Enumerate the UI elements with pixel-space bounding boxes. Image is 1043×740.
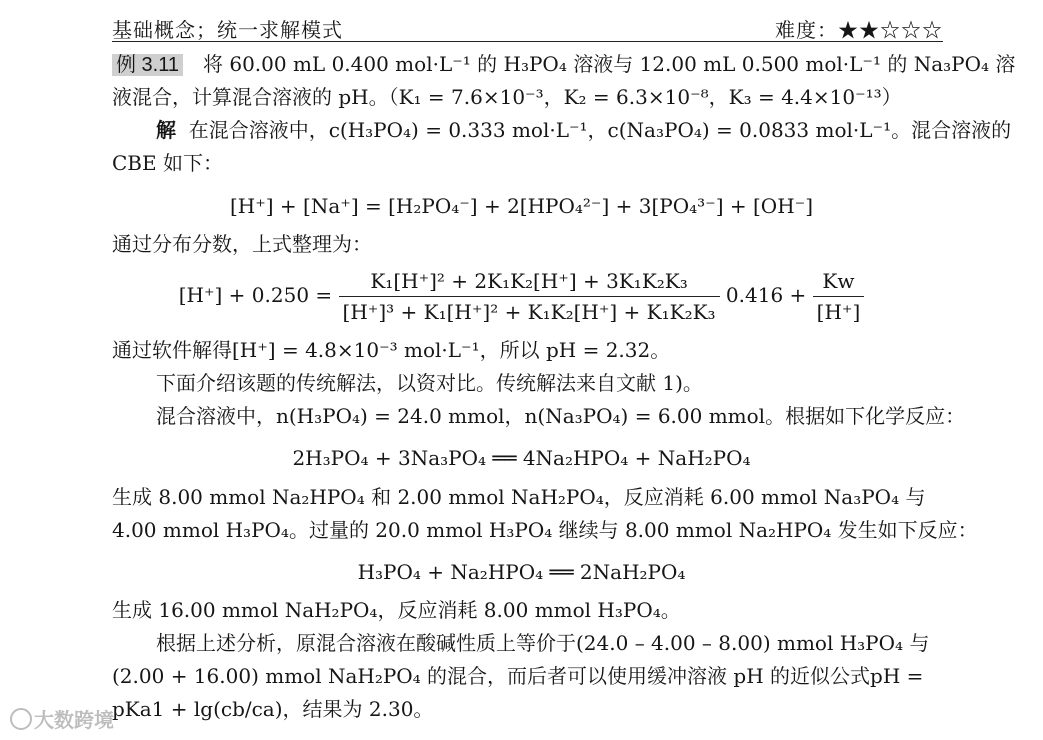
eq-numerator: K₁[H⁺]² + 2K₁K₂[H⁺] + 3K₁K₂K₃	[370, 269, 688, 293]
example-label: 例 3.11	[112, 54, 183, 76]
solution-line-2: CBE 如下：	[112, 151, 223, 175]
eq-kw-numerator: Kw	[822, 269, 855, 293]
cbe-equation: [H⁺] + [Na⁺] = [H₂PO₄⁻] + 2[HPO₄²⁻] + 3[PO₄³⁻] + [OH⁻]	[229, 194, 814, 218]
traditional-line-7: pKa1 + lg(cb/ca)，结果为 2.30。	[112, 697, 434, 721]
solution-line-4: 通过软件解得[H⁺] = 4.8×10⁻³ mol·L⁻¹，所以 pH = 2.32。	[112, 338, 671, 362]
eq-main-fraction	[339, 266, 720, 327]
example-line-2: 液混合，计算混合溶液的 pH。（K₁ = 7.6×10⁻³，K₂ = 6.3×10⁻⁸，K₃ = 4.4×10⁻¹³）	[112, 85, 902, 109]
traditional-intro: 下面介绍该题的传统解法，以资对比。传统解法来自文献 1)。	[156, 371, 703, 395]
example-text-1: 将 60.00 mL 0.400 mol·L⁻¹ 的 H₃PO₄ 溶液与 12.00 mL 0.500 mol·L⁻¹ 的 Na₃PO₄ 溶	[203, 52, 1016, 76]
header-rule	[112, 41, 943, 42]
distribution-equation	[0, 264, 1043, 327]
traditional-line-4: 生成 16.00 mmol NaH₂PO₄，反应消耗 8.00 mmol H₃PO₄。	[112, 598, 681, 622]
eq-left: [H⁺] + 0.250 =	[178, 283, 333, 307]
header-topic: 基础概念；统一求解模式	[112, 18, 343, 42]
traditional-line-6: (2.00 + 16.00) mmol NaH₂PO₄ 的混合，而后者可以使用缓冲溶液 pH 的近似公式pH =	[112, 664, 924, 688]
reaction-1: 2H₃PO₄ + 3Na₃PO₄ ══ 4Na₂HPO₄ + NaH₂PO₄	[292, 446, 751, 470]
running-header	[112, 14, 943, 42]
traditional-line-3: 4.00 mmol H₃PO₄。过量的 20.0 mmol H₃PO₄ 继续与 8.00 mmol Na₂HPO₄ 发生如下反应：	[112, 518, 978, 542]
solution-line-3: 通过分布分数，上式整理为：	[112, 232, 372, 256]
watermark	[10, 704, 114, 733]
solution-text-1: 在混合溶液中，c(H₃PO₄) = 0.333 mol·L⁻¹，c(Na₃PO₄) = 0.0833 mol·L⁻¹。混合溶液的	[188, 118, 1012, 142]
eq-denominator: [H⁺]³ + K₁[H⁺]² + K₁K₂[H⁺] + K₁K₂K₃	[339, 296, 720, 327]
traditional-line-2: 生成 8.00 mmol Na₂HPO₄ 和 2.00 mmol NaH₂PO₄，反应消耗 6.00 mmol Na₃PO₄ 与	[112, 485, 926, 509]
solution-label: 解	[156, 118, 176, 142]
traditional-line-5: 根据上述分析，原混合溶液在酸碱性质上等价于(24.0 – 4.00 – 8.00) mmol H₃PO₄ 与	[156, 631, 930, 655]
eq-kw-denominator: [H⁺]	[813, 296, 865, 327]
eq-kw-fraction	[813, 266, 865, 327]
eq-middle: 0.416 +	[725, 283, 807, 307]
traditional-line-1: 混合溶液中，n(H₃PO₄) = 24.0 mmol，n(Na₃PO₄) = 6.00 mmol。根据如下化学反应：	[156, 404, 966, 428]
watermark-text: 大数跨境	[34, 708, 114, 732]
example-line-1	[112, 48, 1016, 81]
reaction-2: H₃PO₄ + Na₂HPO₄ ══ 2NaH₂PO₄	[357, 560, 686, 584]
solution-line-1	[112, 114, 1012, 146]
watermark-logo-icon	[10, 708, 32, 730]
header-difficulty: 难度：★★☆☆☆	[775, 18, 943, 42]
